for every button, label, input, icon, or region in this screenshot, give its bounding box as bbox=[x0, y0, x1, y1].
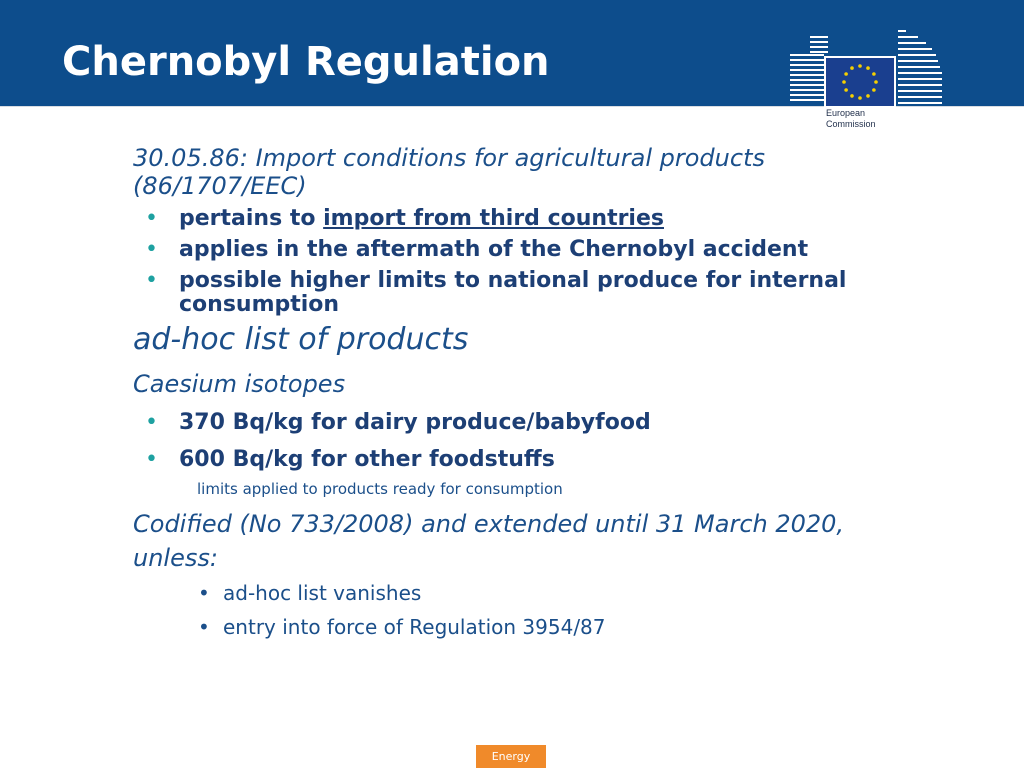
list-item-cont: consumption bbox=[179, 292, 340, 317]
list-item: applies in the aftermath of the Chernobyl accident bbox=[179, 237, 809, 262]
list-item: 600 Bq/kg for other foodstuffs bbox=[179, 447, 555, 472]
list-item bbox=[179, 206, 664, 232]
bullet-icon: • bbox=[145, 410, 158, 435]
heading-import-conditions-cont: (86/1707/EEC) bbox=[133, 172, 307, 200]
list-item: entry into force of Regulation 3954/87 bbox=[223, 615, 606, 639]
logo-line2: Commission bbox=[826, 119, 876, 129]
list-item: ad-hoc list vanishes bbox=[223, 581, 422, 605]
list-item: possible higher limits to national produce for internal bbox=[179, 268, 847, 293]
bullet-icon: • bbox=[198, 615, 210, 639]
list-item: 370 Bq/kg for dairy produce/babyfood bbox=[179, 410, 651, 435]
bullet-icon: • bbox=[145, 447, 158, 472]
heading-codified-cont: unless: bbox=[133, 544, 218, 572]
heading-codified: Codified (No 733/2008) and extended until 31 March 2020, bbox=[133, 510, 845, 538]
bullet-icon: • bbox=[198, 581, 210, 605]
page-title: Chernobyl Regulation bbox=[62, 39, 550, 85]
bullet-icon: • bbox=[145, 268, 158, 293]
heading-adhoc-list: ad-hoc list of products bbox=[133, 322, 469, 357]
note-text: limits applied to products ready for consumption bbox=[197, 480, 563, 498]
bullet-prefix: pertains to bbox=[179, 206, 324, 231]
heading-import-conditions: 30.05.86: Import conditions for agricultural products bbox=[133, 144, 765, 172]
logo-line1: European bbox=[826, 108, 866, 118]
bullet-icon: • bbox=[145, 206, 158, 231]
heading-caesium: Caesium isotopes bbox=[133, 370, 346, 398]
import-link[interactable]: import from third countries bbox=[323, 206, 664, 231]
bullet-icon: • bbox=[145, 237, 158, 262]
footer-energy-tab: Energy bbox=[476, 745, 546, 768]
